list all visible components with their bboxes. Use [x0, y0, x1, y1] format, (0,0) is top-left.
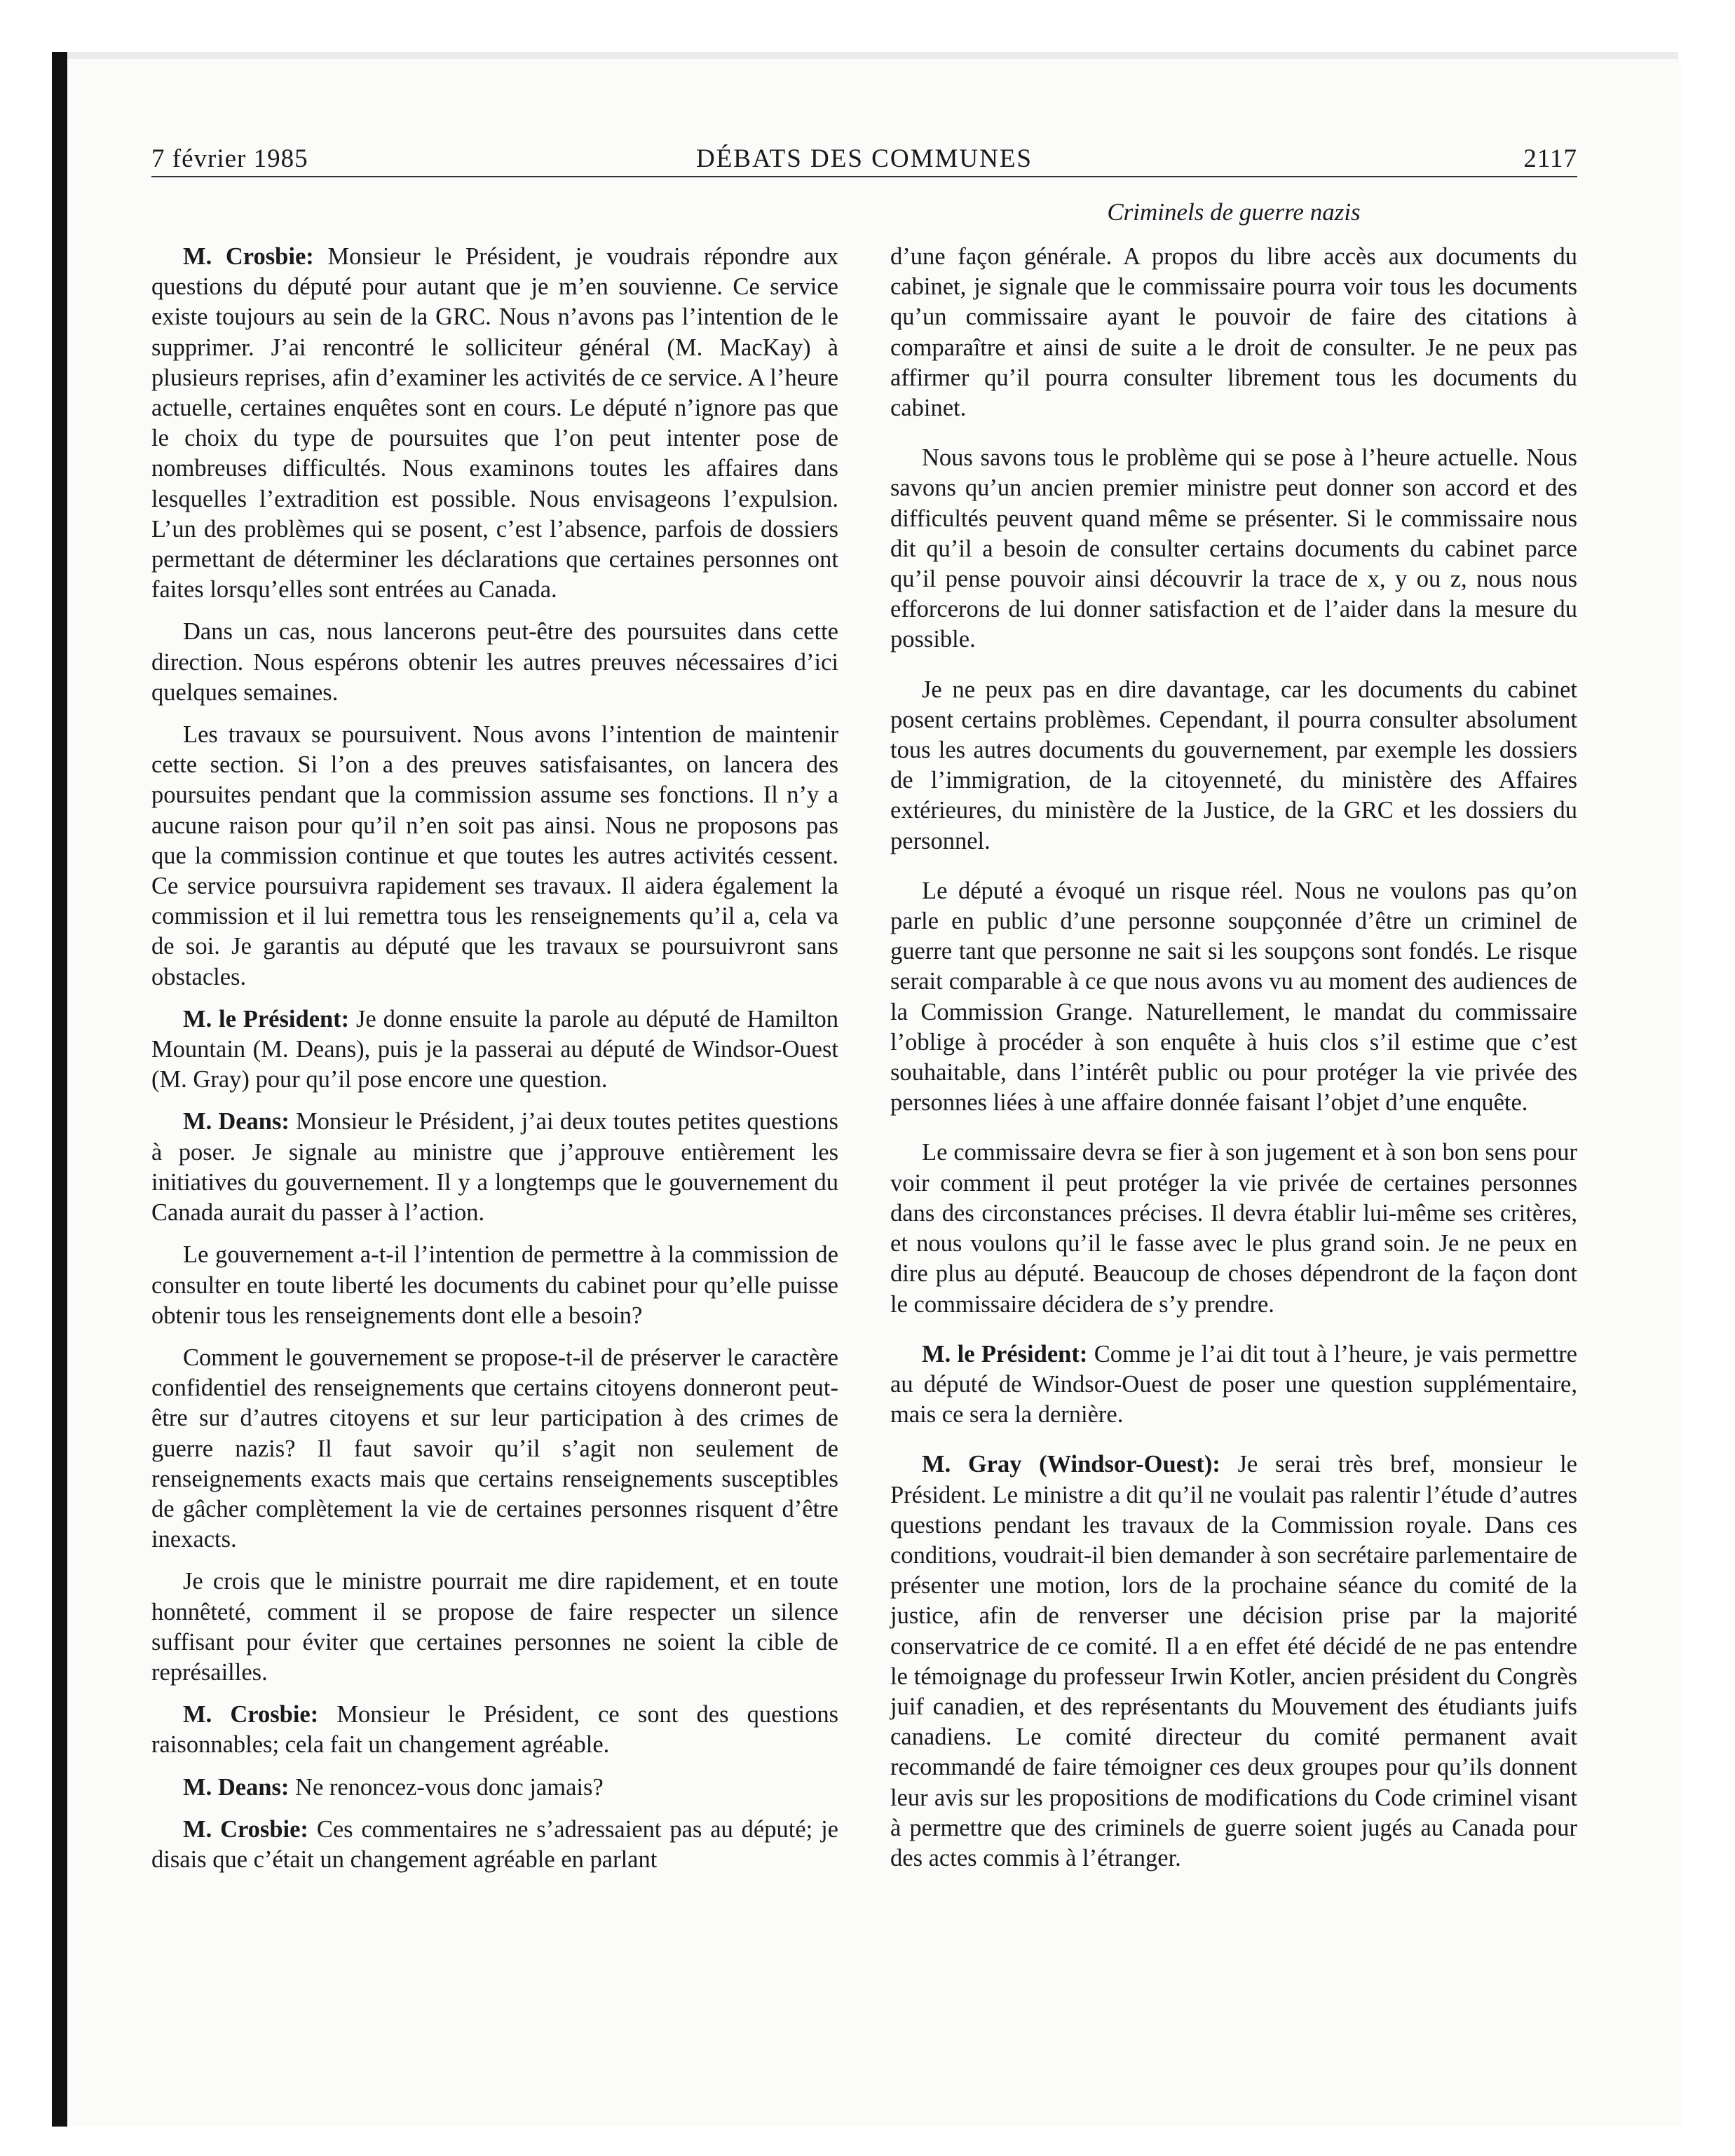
- speaker-name: M. Deans:: [183, 1773, 290, 1801]
- paragraph: [151, 1567, 838, 1688]
- paragraph: [151, 720, 838, 992]
- paragraph-text: Le gouvernement a-t-il l’intention de permettre à la commission de consulter en toute liberté les documents du cabinet pour qu’elle puisse obtenir tous les renseignements dont elle a besoin?: [151, 1241, 838, 1329]
- paragraph: [151, 242, 838, 605]
- speaker-name: M. Gray (Windsor-Ouest):: [922, 1451, 1220, 1478]
- paragraph-text: Comme je l’ai dit tout à l’heure, je vais permettre au député de Windsor-Ouest de poser une question supplémentaire, mais ce sera la dernière.: [890, 1340, 1577, 1428]
- scan-border-top: [52, 52, 1678, 59]
- header-date: 7 février 1985: [151, 144, 308, 173]
- scan-border-left: [52, 52, 67, 2127]
- paragraph: [890, 443, 1577, 655]
- paragraph: [151, 1343, 838, 1555]
- speaker-name: M. Deans:: [183, 1108, 290, 1135]
- paragraph-text: Je serai très bref, monsieur le Président. Le ministre a dit qu’il ne voulait pas ralentir l’étude d’autres questions pendant les travaux de la Commission royale. Dans ces conditions, voudrait-il bien demander à son secrétaire parlementaire de présenter une motion, lors de la prochaine séance du comité de la justice, afin de renverser une décision prise par la majorité conservatrice de ce comité. Il a en effet été décidé de ne pas entendre le témoignage du professeur Irwin Kotler, ancien président du Congrès juif canadien, et des représentants du Mouvement des étudiants juifs canadiens. Le comité directeur du comité permanent avait recommandé de faire témoigner ces deux groupes pour qu’ils donnent leur avis sur les propositions de modifications du Code criminel visant à permettre que des criminels de guerre soient jugés au Canada pour des actes commis à l’étranger.: [890, 1451, 1577, 1871]
- section-heading: Criminels de guerre nazis: [1107, 198, 1361, 226]
- paragraph: [151, 1004, 838, 1096]
- paragraph-text: Les travaux se poursuivent. Nous avons l’intention de maintenir cette section. Si l’on a des preuves satisfaisantes, on lancera des poursuites pendant que la commission assume ses fonctions. Il n’y a aucune raison pour qu’il n’en soit pas ainsi. Nous ne proposons pas que la commission continue et que toutes les autres activités cessent. Ce service poursuivra rapidement ses travaux. Il aidera également la commission et il lui remettra tous les renseignements qu’il a, cela va de soi. Je garantis au député que les travaux se poursuivront sans obstacles.: [151, 721, 838, 990]
- page-header: [151, 144, 1577, 177]
- paragraph: [151, 1700, 838, 1760]
- paragraph: [151, 1815, 838, 1875]
- paragraph: [151, 1240, 838, 1331]
- paragraph: [151, 1773, 838, 1803]
- paragraph-text: Monsieur le Président, ce sont des questions raisonnables; cela fait un changement agréable.: [151, 1701, 839, 1759]
- left-column: [151, 242, 838, 1887]
- paragraph-text: Nous savons tous le problème qui se pose à l’heure actuelle. Nous savons qu’un ancien premier ministre peut donner son accord et des difficultés peuvent quand même se présenter. Si le commissaire nous dit qu’il a besoin de consulter certains documents du cabinet parce qu’il pense pouvoir ainsi découvrir la trace de x, y ou z, nous nous efforcerons de lui donner satisfaction et de l’aider dans la mesure du possible.: [890, 444, 1577, 653]
- paragraph: [890, 675, 1577, 857]
- paragraph-text: Je donne ensuite la parole au député de Hamilton Mountain (M. Deans), puis je la passerai au député de Windsor-Ouest (M. Gray) pour qu’il pose encore une question.: [151, 1005, 838, 1093]
- paragraph: [151, 617, 838, 708]
- speaker-name: M. le Président:: [922, 1340, 1088, 1367]
- paragraph: [890, 876, 1577, 1119]
- paragraph-text: Ne renoncez-vous donc jamais?: [289, 1773, 604, 1801]
- paragraph: [890, 1339, 1577, 1431]
- paragraph: [890, 1449, 1577, 1874]
- paragraph-text: Le député a évoqué un risque réel. Nous ne voulons pas qu’on parle en public d’une personne soupçonnée d’être un criminel de guerre tant que personne ne sait si les soupçons sont fondés. Le risque serait comparable à ce que nous avons vu au moment des audiences de la Commission Grange. Naturellement, le mandat du commissaire l’oblige à procéder à son enquête à huis clos s’il estime que c’est souhaitable, dans l’intérêt public ou pour protéger la vie privée des personnes liées à une affaire donnée faisant l’objet d’une enquête.: [890, 877, 1577, 1117]
- right-column: [890, 242, 1577, 1885]
- paragraph-text: Dans un cas, nous lancerons peut-être des poursuites dans cette direction. Nous espérons obtenir les autres preuves nécessaires d’ici quelques semaines.: [151, 618, 838, 706]
- paragraph-text: Ces commentaires ne s’adressaient pas au député; je disais que c’était un changement agréable en parlant: [151, 1815, 838, 1873]
- speaker-name: M. le Président:: [183, 1005, 350, 1032]
- paragraph-text: Je ne peux pas en dire davantage, car les documents du cabinet posent certains problèmes. Cependant, il pourra consulter absolument tous les autres documents du gouvernement, par exemple les dossiers de l’immigration, de la citoyenneté, du ministère des Affaires extérieures, du ministère de la Justice, de la GRC et les dossiers du personnel.: [890, 676, 1577, 854]
- paragraph-text: Le commissaire devra se fier à son jugement et à son bon sens pour voir comment il peut protéger la vie privée de certaines personnes dans des circonstances précises. Il devra établir lui-même ses critères, et nous voulons qu’il le fasse avec le plus grand soin. Je ne peux en dire plus au député. Beaucoup de choses dépendront de la façon dont le commissaire décidera de s’y prendre.: [890, 1139, 1577, 1318]
- paragraph-text: Comment le gouvernement se propose-t-il de préserver le caractère confidentiel des renseignements que certains citoyens donneront peut-être sur d’autres citoyens et sur leur participation à des crimes de guerre nazis? Il faut savoir qu’il s’agit non seulement de renseignements exacts mais que certains renseignements susceptibles de gâcher complètement la vie de certaines personnes risquent d’être inexacts.: [151, 1344, 838, 1553]
- paragraph-text: Monsieur le Président, je voudrais répondre aux questions du député pour autant que je m’en souvienne. Ce service existe toujours au sein de la GRC. Nous n’avons pas l’intention de le supprimer. J’ai rencontré le solliciteur général (M. MacKay) à plusieurs reprises, afin d’examiner les activités de ce service. A l’heure actuelle, certaines enquêtes sont en cours. Le député n’ignore pas que le choix du type de poursuites que l’on peut intenter pose de nombreuses difficultés. Nous examinons toutes les affaires dans lesquelles l’extradition est possible. Nous envisageons l’expulsion. L’un des problèmes qui se posent, c’est l’absence, parfois de dossiers permettant de déterminer les déclarations que certaines personnes ont faites lorsqu’elles sont entrées au Canada.: [151, 243, 838, 603]
- paragraph-text: Monsieur le Président, j’ai deux toutes petites questions à poser. Je signale au ministre que j’approuve entièrement les initiatives du gouvernement. Il y a longtemps que le gouvernement du Canada aurait du passer à l’action.: [151, 1108, 838, 1227]
- header-page-number: 2117: [1523, 144, 1577, 173]
- paragraph-text: Je crois que le ministre pourrait me dire rapidement, et en toute honnêteté, comment il se propose de faire respecter un silence suffisant pour éviter que certaines personnes ne soient la cible de représailles.: [151, 1568, 838, 1686]
- paragraph: [890, 1138, 1577, 1319]
- paragraph: [151, 1107, 838, 1228]
- speaker-name: M. Crosbie:: [183, 1815, 308, 1843]
- speaker-name: M. Crosbie:: [183, 243, 314, 270]
- speaker-name: M. Crosbie:: [183, 1701, 319, 1728]
- paragraph-text: d’une façon générale. A propos du libre accès aux documents du cabinet, je signale que le commissaire pourra voir tous les documents qu’un commissaire ayant le pouvoir de faire des citations à comparaître et ainsi de suite a le droit de consulter. Je ne peux pas affirmer qu’il pourra consulter librement tous les documents du cabinet.: [890, 243, 1577, 422]
- paragraph: [890, 242, 1577, 423]
- header-title: DÉBATS DES COMMUNES: [695, 144, 1033, 173]
